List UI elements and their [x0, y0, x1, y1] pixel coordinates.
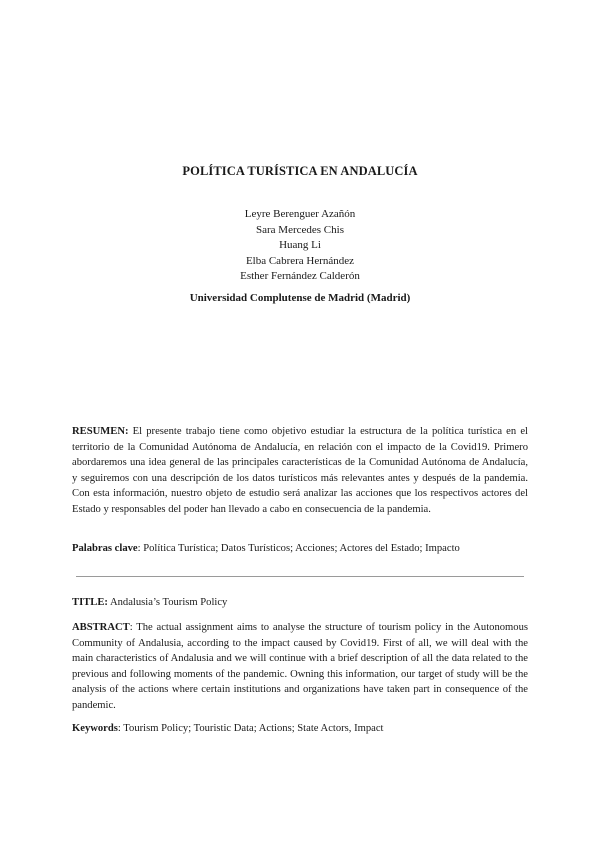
palabras-clave-text: : Política Turística; Datos Turísticos; Acciones; Actores del Estado; Impacto	[137, 543, 460, 554]
author-list	[0, 207, 600, 285]
palabras-clave-paragraph	[72, 541, 528, 557]
author-name: Huang Li	[279, 239, 321, 251]
author-name: Elba Cabrera Hernández	[245, 254, 355, 267]
palabras-clave-label: Palabras clave	[72, 543, 138, 554]
abstract-text: : The actual assignment aims to analyse the structure of tourism policy in the Autonomous Community of Andalusia, according to the impact caused by Covid19. First of all, we will deal with the main characteristics of Andalusia and we will continue with a brief description of all the data related to the previous and following moments of the pandemic. Owning this information, our target of study will be the analysis of the actions where certain institutions and organizations have taken part in consequence of the pandemic.	[72, 622, 528, 711]
author-name: Sara Mercedes Chis	[256, 223, 344, 236]
english-title-label: TITLE:	[72, 597, 108, 608]
english-title-paragraph	[72, 595, 528, 611]
keywords-text: : Tourism Policy; Touristic Data; Actions; State Actors, Impact	[117, 723, 384, 734]
abstract-paragraph	[72, 620, 528, 713]
english-title-text: Andalusia’s Tourism Policy	[107, 597, 228, 608]
abstract-label: ABSTRACT	[72, 622, 130, 633]
resumen-label: RESUMEN:	[72, 426, 129, 437]
affiliation: Universidad Complutense de Madrid (Madrid)	[189, 292, 411, 304]
resumen-paragraph	[72, 424, 528, 517]
keywords-paragraph	[72, 721, 528, 737]
author-name: Leyre Berenguer Azañón	[244, 208, 356, 220]
paper-title: POLÍTICA TURÍSTICA EN ANDALUCÍA	[182, 164, 418, 178]
keywords-label: Keywords	[72, 723, 118, 734]
author-name: Esther Fernández Calderón	[240, 270, 360, 282]
resumen-text: El presente trabajo tiene como objetivo estudiar la estructura de la política turística en el territorio de la Comunidad Autónoma de Andalucía, en relación con el impacto de la Covid19. Primero abordaremos una idea general de las principales características de la Comunidad Autónoma de Andalucía, y seguiremos con una descripción de los datos turísticos más relevantes antes y después de la pandemia. Con esta información, nuestro objeto de estudio será analizar las acciones que los respectivos actores del Estado y responsables del poder han llevado a cabo en consecuencia de la pandemia.	[72, 426, 528, 515]
section-divider	[76, 576, 524, 577]
